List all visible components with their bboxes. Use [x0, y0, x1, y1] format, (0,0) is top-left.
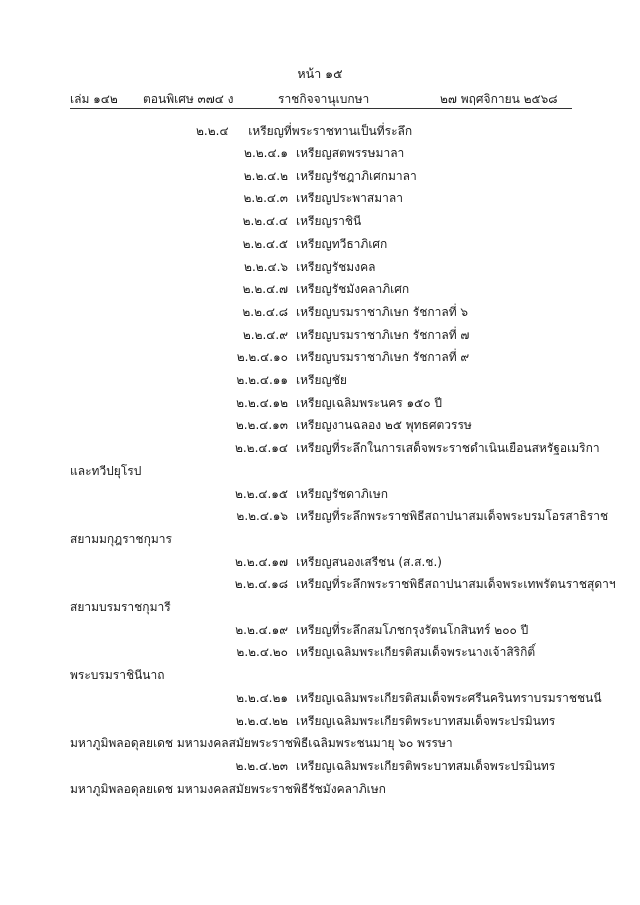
item-text: เหรียญเฉลิมพระเกียรติสมเด็จพระศรีนครินทราบรมราชชนนี	[296, 690, 602, 705]
item-text: เหรียญงานฉลอง ๒๕ พุทธศตวรรษ	[296, 418, 472, 433]
item-text: เหรียญบรมราชาภิเษก รัชกาลที่ ๖	[296, 304, 469, 319]
item-number: ๒.๒.๔.๑๒	[236, 395, 288, 410]
list-item	[0, 689, 640, 711]
item-text: เหรียญเฉลิมพระเกียรติพระบาทสมเด็จพระปรมินทร	[296, 713, 556, 728]
list-item	[0, 507, 640, 529]
header-gazette-title: ราชกิจจานุเบกษา	[278, 92, 370, 106]
list-item	[0, 643, 640, 665]
list-item	[0, 553, 640, 575]
page-number: หน้า ๑๕	[297, 66, 343, 81]
item-text: เหรียญเฉลิมพระเกียรติพระบาทสมเด็จพระปรมินทร	[296, 758, 556, 773]
list-item	[0, 485, 640, 507]
item-continuation: และทวีปยุโรป	[70, 463, 142, 478]
item-number: ๒.๒.๔.๑๔	[234, 441, 288, 456]
list-item	[0, 575, 640, 597]
item-number: ๒.๒.๔.๘	[242, 304, 288, 319]
section-heading-text: เหรียญที่พระราชทานเป็นที่ระลึก	[248, 124, 413, 138]
item-continuation: สยามมกุฎราชกุมาร	[70, 531, 172, 546]
item-number: ๒.๒.๔.๓	[243, 191, 288, 206]
item-continuation: มหาภูมิพลอดุลยเดช มหามงคลสมัยพระราชพิธีรัชมังคลาภิเษก	[70, 781, 386, 796]
list-item	[0, 235, 640, 257]
list-item	[0, 167, 640, 189]
item-number: ๒.๒.๔.๕	[242, 236, 288, 251]
item-continuation: มหาภูมิพลอดุลยเดช มหามงคลสมัยพระราชพิธีเฉลิมพระชนมายุ ๖๐ พรรษา	[70, 736, 453, 751]
item-number: ๒.๒.๔.๒๓	[235, 758, 288, 773]
list-item	[0, 212, 640, 234]
list-item	[0, 280, 640, 302]
item-number: ๒.๒.๔.๑๙	[235, 622, 288, 637]
item-number: ๒.๒.๔.๑๕	[234, 486, 288, 501]
item-text: เหรียญที่ระลึกในการเสด็จพระราชดำเนินเยือนสหรัฐอเมริกา	[296, 441, 600, 456]
item-text: เหรียญรัชมงคล	[296, 259, 376, 274]
item-text: เหรียญรัชฎาภิเศกมาลา	[296, 168, 417, 183]
section-heading	[196, 122, 412, 141]
item-number: ๒.๒.๔.๗	[242, 282, 288, 297]
item-text: เหรียญรัชมังคลาภิเศก	[296, 282, 410, 297]
item-text: เหรียญชัย	[296, 373, 347, 387]
item-text: เหรียญสตพรรษมาลา	[296, 146, 405, 160]
list-item	[0, 439, 640, 461]
item-number: ๒.๒.๔.๑๑	[236, 373, 288, 387]
header-section: ตอนพิเศษ ๓๗๔ ง	[143, 92, 234, 106]
header-rule	[70, 108, 572, 109]
item-text: เหรียญที่ระลึกพระราชพิธีสถาปนาสมเด็จพระบรมโอรสาธิราช	[296, 509, 609, 524]
list-item	[0, 371, 640, 393]
item-number: ๒.๒.๔.๑๖	[236, 509, 288, 524]
list-item	[0, 326, 640, 348]
item-number: ๒.๒.๔.๑	[244, 146, 288, 160]
item-number: ๒.๒.๔.๒๑	[236, 690, 288, 705]
section-heading-number: ๒.๒.๔	[196, 124, 229, 138]
list-item	[0, 144, 640, 166]
item-continuation: พระบรมราชินีนาถ	[70, 668, 165, 683]
item-text: เหรียญบรมราชาภิเษก รัชกาลที่ ๙	[296, 350, 470, 365]
item-number: ๒.๒.๔.๑๘	[234, 577, 288, 592]
item-continuation: สยามบรมราชกุมารี	[70, 600, 171, 614]
item-number: ๒.๒.๔.๑๗	[235, 554, 288, 569]
item-number: ๒.๒.๔.๒	[243, 168, 288, 183]
list-item	[0, 348, 640, 370]
list-item	[0, 303, 640, 325]
list-item	[0, 189, 640, 211]
item-number: ๒.๒.๔.๑๐	[236, 350, 288, 365]
item-number: ๒.๒.๔.๔	[242, 214, 288, 229]
list-item	[0, 712, 640, 734]
item-number: ๒.๒.๔.๒๒	[235, 713, 288, 728]
item-number: ๒.๒.๔.๒๐	[236, 645, 288, 660]
list-item	[0, 621, 640, 643]
list-item	[0, 258, 640, 280]
list-item	[0, 394, 640, 416]
item-number: ๒.๒.๔.๙	[242, 327, 288, 342]
item-text: เหรียญเฉลิมพระนคร ๑๕๐ ปี	[296, 395, 442, 410]
item-text: เหรียญสนองเสรีชน (ส.ส.ช.)	[296, 554, 442, 569]
item-number: ๒.๒.๔.๑๓	[235, 418, 288, 433]
item-text: เหรียญทวีธาภิเศก	[296, 236, 388, 251]
item-text: เหรียญบรมราชาภิเษก รัชกาลที่ ๗	[296, 327, 470, 342]
list-item	[0, 416, 640, 438]
item-text: เหรียญที่ระลึกสมโภชกรุงรัตนโกสินทร์ ๒๐๐ ปี	[296, 622, 529, 637]
header-date: ๒๗ พฤศจิกายน ๒๕๖๘	[440, 92, 558, 106]
item-text: เหรียญเฉลิมพระเกียรติสมเด็จพระนางเจ้าสิริกิติ์	[296, 645, 536, 660]
item-text: เหรียญประพาสมาลา	[296, 191, 403, 206]
item-text: เหรียญที่ระลึกพระราชพิธีสถาปนาสมเด็จพระเทพรัตนราชสุดาฯ	[296, 577, 616, 592]
list-item	[0, 757, 640, 779]
item-text: เหรียญรัชดาภิเษก	[296, 486, 389, 501]
item-number: ๒.๒.๔.๖	[244, 259, 288, 274]
item-text: เหรียญราชินี	[296, 214, 362, 229]
header-volume: เล่ม ๑๔๒	[70, 92, 118, 106]
